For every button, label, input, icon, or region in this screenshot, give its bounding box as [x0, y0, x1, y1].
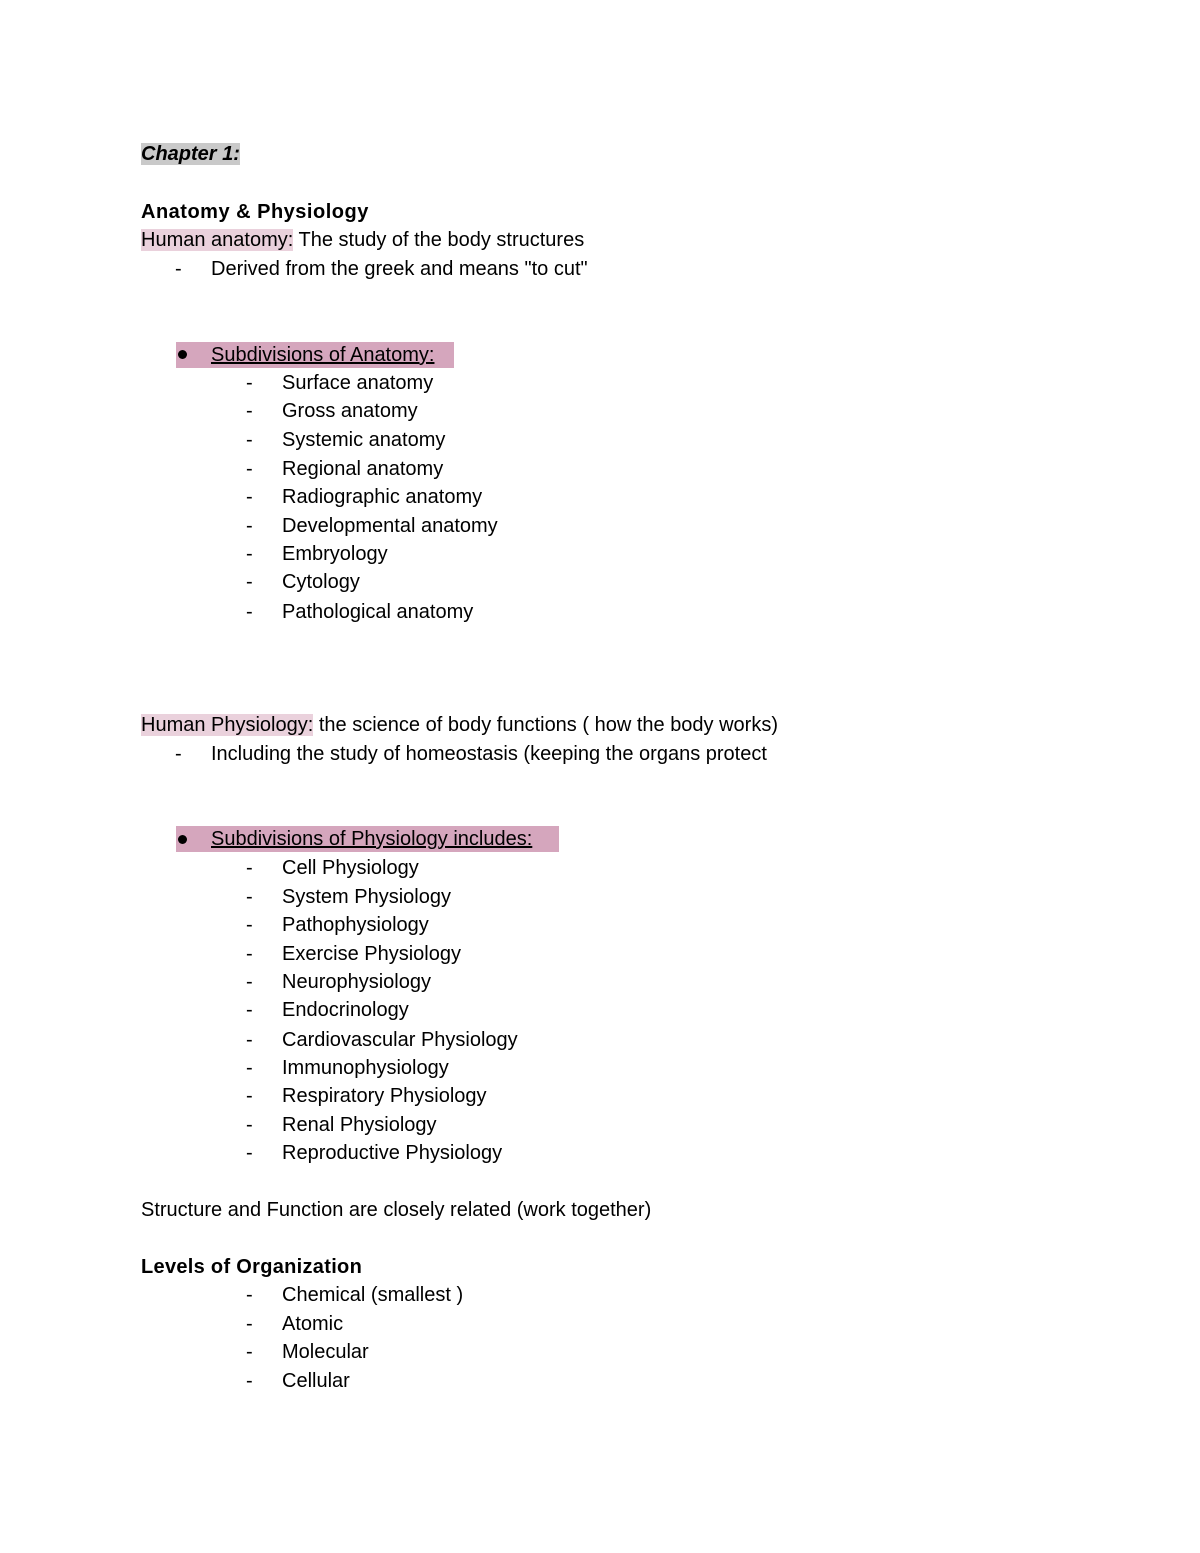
level-item: Chemical (smallest ) [282, 1284, 464, 1306]
anatomy-item: Pathological anatomy [282, 601, 474, 623]
anatomy-item: Cytology [282, 571, 360, 593]
chapter-title [141, 142, 240, 166]
bullet-icon [178, 350, 187, 359]
list-marker: - [246, 1057, 253, 1079]
physiology-item: Endocrinology [282, 999, 409, 1021]
list-marker: - [246, 1142, 253, 1164]
section-heading-levels: Levels of Organization [141, 1256, 363, 1278]
list-marker: - [246, 857, 253, 879]
human-anatomy-term: Human anatomy: [141, 229, 294, 251]
list-marker: - [246, 458, 253, 480]
human-physiology-definition [141, 713, 778, 737]
physiology-item: System Physiology [282, 886, 451, 908]
chapter-title-text: Chapter 1: [141, 143, 240, 165]
list-marker: - [246, 543, 253, 565]
anatomy-subdivisions-heading: Subdivisions of Anatomy: [211, 344, 435, 366]
list-marker: - [246, 886, 253, 908]
list-marker: - [246, 515, 253, 537]
list-marker: - [246, 372, 253, 394]
physiology-item: Respiratory Physiology [282, 1085, 487, 1107]
physiology-item: Neurophysiology [282, 971, 431, 993]
physiology-subdivisions-heading: Subdivisions of Physiology includes: [211, 828, 533, 850]
anatomy-item: Embryology [282, 543, 388, 565]
list-marker: - [246, 971, 253, 993]
human-anatomy-def: The study of the body structures [293, 229, 585, 251]
anatomy-item: Systemic anatomy [282, 429, 446, 451]
physiology-item: Cardiovascular Physiology [282, 1029, 518, 1051]
physiology-item: Pathophysiology [282, 914, 429, 936]
level-item: Cellular [282, 1370, 350, 1392]
list-marker: - [246, 999, 253, 1021]
list-marker: - [246, 429, 253, 451]
list-marker: - [246, 1284, 253, 1306]
level-item: Atomic [282, 1313, 344, 1335]
physiology-item: Cell Physiology [282, 857, 419, 879]
level-item: Molecular [282, 1341, 369, 1363]
list-marker: - [246, 1313, 253, 1335]
list-marker: - [246, 601, 253, 623]
section-heading-anatomy-physiology: Anatomy & Physiology [141, 201, 369, 223]
list-marker: - [246, 1114, 253, 1136]
anatomy-item: Regional anatomy [282, 458, 444, 480]
list-marker: - [246, 943, 253, 965]
anatomy-item: Surface anatomy [282, 372, 434, 394]
anatomy-item: Developmental anatomy [282, 515, 498, 537]
physiology-item: Renal Physiology [282, 1114, 437, 1136]
list-marker: - [246, 1370, 253, 1392]
anatomy-item: Gross anatomy [282, 400, 418, 422]
human-anatomy-definition [141, 228, 584, 252]
list-marker: - [246, 1085, 253, 1107]
anatomy-item: Radiographic anatomy [282, 486, 483, 508]
structure-function-statement: Structure and Function are closely related (work together) [141, 1199, 652, 1221]
list-marker: - [246, 400, 253, 422]
human-physiology-term: Human Physiology: [141, 714, 314, 736]
list-marker: - [246, 571, 253, 593]
physiology-note: Including the study of homeostasis (keeping the organs protect [211, 743, 767, 765]
human-physiology-def: the science of body functions ( how the body works) [313, 714, 778, 736]
list-marker: - [246, 1341, 253, 1363]
list-marker: - [246, 1029, 253, 1051]
list-marker: - [175, 258, 182, 280]
physiology-item: Reproductive Physiology [282, 1142, 503, 1164]
list-marker: - [175, 743, 182, 765]
derived-note: Derived from the greek and means "to cut" [211, 258, 588, 280]
bullet-icon [178, 835, 187, 844]
list-marker: - [246, 486, 253, 508]
physiology-item: Immunophysiology [282, 1057, 449, 1079]
physiology-item: Exercise Physiology [282, 943, 461, 965]
list-marker: - [246, 914, 253, 936]
